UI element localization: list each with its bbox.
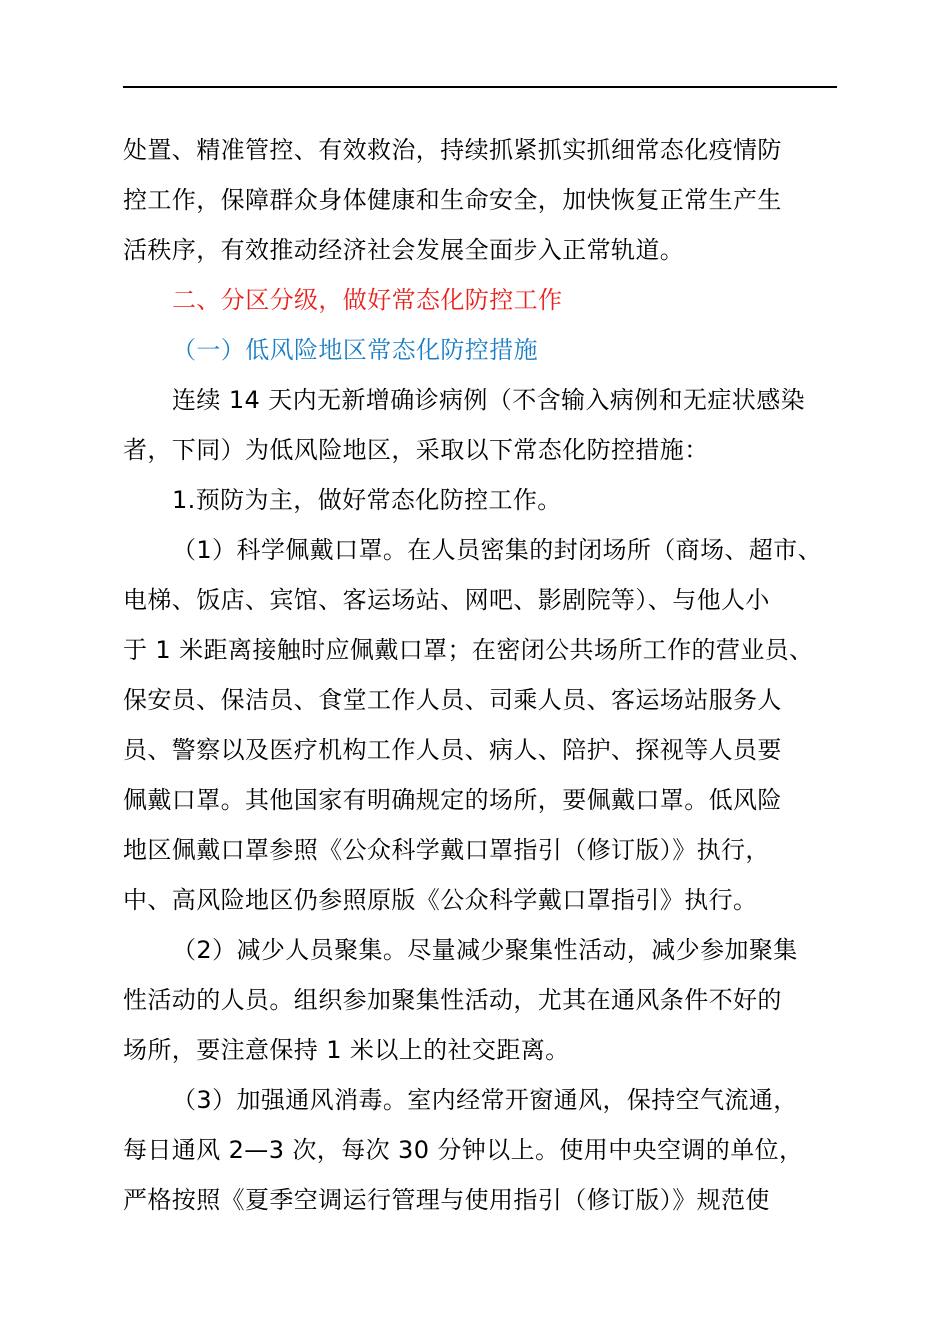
- paragraph-line: 每日通风 2—3 次，每次 30 分钟以上。使用中央空调的单位，: [123, 1136, 804, 1164]
- header-rule: [123, 86, 837, 88]
- paragraph-line: （2）减少人员聚集。尽量减少聚集性活动，减少参加聚集: [172, 936, 798, 964]
- paragraph-line: 控工作，保障群众身体健康和生命安全，加快恢复正常生产生: [123, 186, 782, 214]
- section-heading: 二、分区分级，做好常态化防控工作: [172, 286, 563, 314]
- paragraph-line: 连续 14 天内无新增确诊病例（不含输入病例和无症状感染: [172, 386, 805, 414]
- paragraph-line: （3）加强通风消毒。室内经常开窗通风，保持空气流通，: [172, 1086, 798, 1114]
- paragraph-line: 中、高风险地区仍参照原版《公众科学戴口罩指引》执行。: [123, 886, 758, 914]
- paragraph-line: 地区佩戴口罩参照《公众科学戴口罩指引（修订版）》执行，: [123, 836, 770, 864]
- subsection-heading: （一）低风险地区常态化防控措施: [172, 336, 538, 364]
- paragraph-line: 性活动的人员。组织参加聚集性活动，尤其在通风条件不好的: [123, 986, 782, 1014]
- paragraph-line: 者，下同）为低风险地区，采取以下常态化防控措施：: [123, 436, 709, 464]
- paragraph-line: 严格按照《夏季空调运行管理与使用指引（修订版）》规范使: [123, 1186, 770, 1214]
- paragraph-line: 员、警察以及医疗机构工作人员、病人、陪护、探视等人员要: [123, 736, 782, 764]
- paragraph-line: 于 1 米距离接触时应佩戴口罩；在密闭公共场所工作的营业员、: [123, 636, 814, 664]
- paragraph-line: 佩戴口罩。其他国家有明确规定的场所，要佩戴口罩。低风险: [123, 786, 782, 814]
- paragraph-line: 场所，要注意保持 1 米以上的社交距离。: [123, 1036, 570, 1064]
- paragraph-line: 保安员、保洁员、食堂工作人员、司乘人员、客运场站服务人: [123, 686, 782, 714]
- paragraph-line: 电梯、饭店、宾馆、客运场站、网吧、影剧院等）、与他人小: [123, 586, 770, 614]
- paragraph-line: （1）科学佩戴口罩。在人员密集的封闭场所（商场、超市、: [172, 536, 823, 564]
- paragraph-line: 活秩序，有效推动经济社会发展全面步入正常轨道。: [123, 236, 685, 264]
- paragraph-line: 处置、精准管控、有效救治，持续抓紧抓实抓细常态化疫情防: [123, 136, 782, 164]
- list-heading: 1.预防为主，做好常态化防控工作。: [172, 486, 562, 514]
